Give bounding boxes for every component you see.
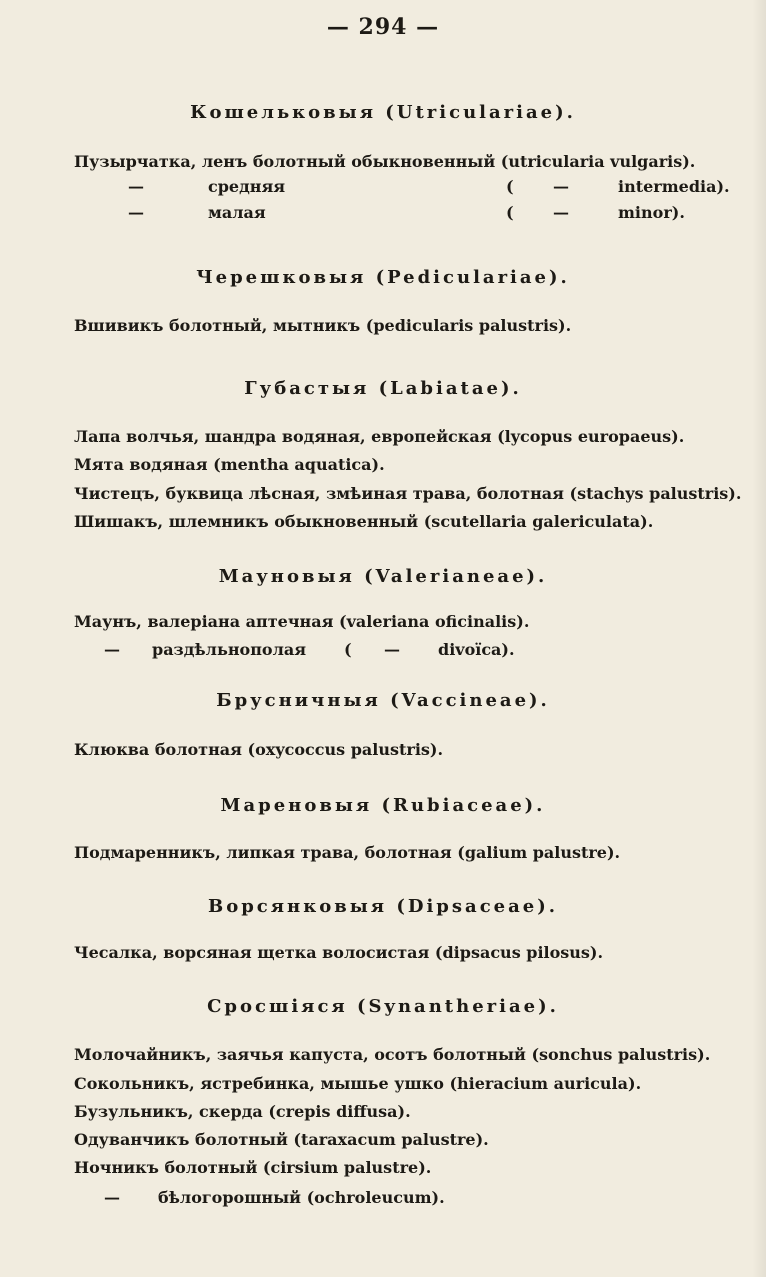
entry-stachys: Чистецъ, буквица лѣсная, змѣиная трава, болотная (stachys palustris).: [74, 484, 742, 503]
section-heading-pediculariae: Черешковыя (Pediculariae).: [196, 267, 570, 288]
entry-valeriana-officinalis: Маунъ, валеріана аптечная (valeriana oficinalis).: [74, 612, 530, 631]
entry-pedicularis-palustris: Вшивикъ болотный, мытникъ (pedicularis palustris).: [74, 316, 572, 335]
section-heading-labiatae: Губастыя (Labiatae).: [244, 378, 522, 399]
entry-crepis: Бузульникъ, скерда (crepis diffusa).: [74, 1102, 411, 1121]
entry-latin-intermedia: intermedia).: [618, 177, 730, 196]
page-number: — 294 —: [326, 14, 440, 40]
section-heading-synantheriae: Сросшіяся (Synantheriae).: [207, 996, 559, 1017]
entry-dipsacus: Чесалка, ворсяная щетка волосистая (dipsacus pilosus).: [74, 943, 604, 962]
entry-mentha: Мята водяная (mentha aquatica).: [74, 455, 385, 474]
ditto-dash: —: [384, 640, 400, 659]
entry-utricularia-vulgaris: Пузырчатка, ленъ болотный обыкновенный (utricularia vulgaris).: [74, 152, 696, 171]
section-heading-dipsaceae: Ворсянковыя (Dipsaceae).: [207, 896, 558, 917]
entry-name-intermedia: средняя: [208, 177, 286, 196]
ditto-paren: (: [506, 203, 514, 222]
entry-sonchus: Молочайникъ, заячья капуста, осотъ болотный (sonchus palustris).: [74, 1045, 711, 1064]
entry-name-dioica: раздѣльнополая: [152, 640, 307, 659]
ditto-dash: —: [128, 177, 144, 196]
ditto-paren: (: [344, 640, 352, 659]
ditto-dash: —: [104, 1188, 120, 1207]
entry-galium: Подмаренникъ, липкая трава, болотная (galium palustre).: [74, 843, 621, 862]
entry-scutellaria: Шишакъ, шлемникъ обыкновенный (scutellaria galericulata).: [74, 512, 654, 531]
entry-lycopus: Лапа волчья, шандра водяная, европейская (lycopus europaeus).: [74, 427, 685, 446]
section-heading-utriculariae: Кошельковыя (Utriculariae).: [190, 102, 576, 123]
ditto-dash: —: [553, 177, 569, 196]
entry-hieracium: Сокольникъ, ястребинка, мышье ушко (hieracium auricula).: [74, 1074, 642, 1093]
entry-latin-minor: minor).: [618, 203, 685, 222]
section-heading-valerianeae: Мауновыя (Valerianeae).: [218, 566, 548, 587]
entry-taraxacum: Одуванчикъ болотный (taraxacum palustre).: [74, 1130, 489, 1149]
entry-oxycoccus: Клюква болотная (oxycoccus palustris).: [74, 740, 444, 759]
ditto-dash: —: [553, 203, 569, 222]
section-heading-vaccineae: Брусничныя (Vaccineae).: [216, 690, 550, 711]
ditto-dash: —: [104, 640, 120, 659]
page-edge-shadow: [752, 0, 766, 1277]
ditto-dash: —: [128, 203, 144, 222]
ditto-paren: (: [506, 177, 514, 196]
section-heading-rubiaceae: Мареновыя (Rubiaceae).: [220, 795, 546, 816]
entry-cirsium: Ночникъ болотный (cirsium palustre).: [74, 1158, 432, 1177]
entry-cirsium-ochroleucum: бѣлогорошный (ochroleucum).: [158, 1188, 445, 1207]
entry-name-minor: малая: [208, 203, 266, 222]
entry-latin-dioica: divoïca).: [438, 640, 515, 659]
